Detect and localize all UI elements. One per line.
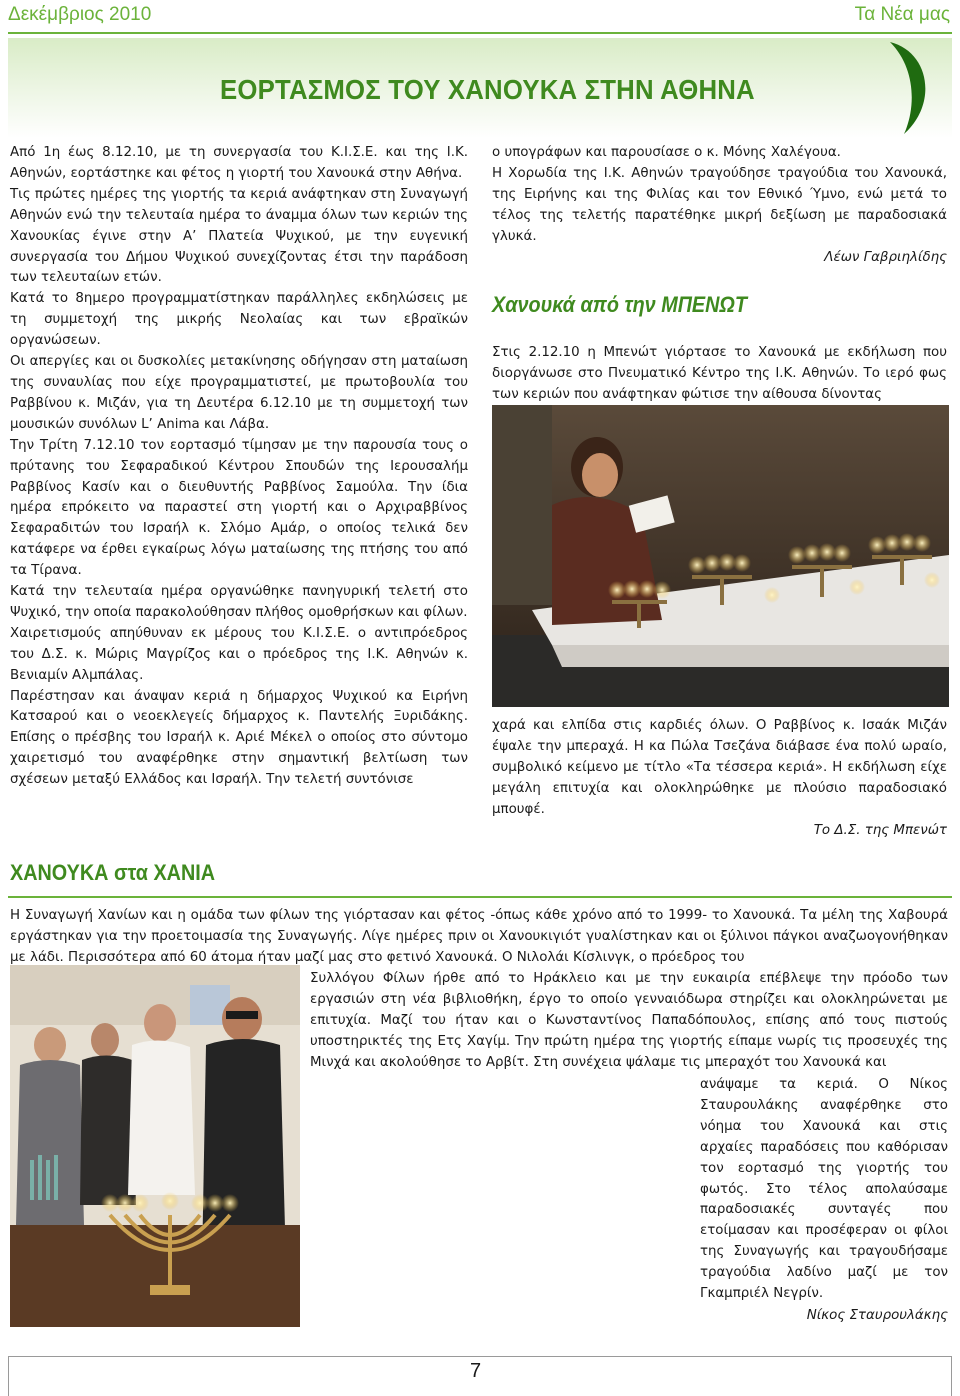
paragraph: Την Τρίτη 7.12.10 τον εορτασμό τίμησαν με την παρουσία τους ο πρύτανης του Σεφαραδικού Κέντρου Σπουδών της Ιερουσαλήμ Ραββίνος Κασίν και ο διευθυντής Ραββίνος Σαμούλα. Την ίδια ημέρα επρόκειτο να παραστεί στη γιορτή και ο Αρχιραββίνος Σεφαραδιτών του Ισραήλ κ. Σλόμο Αμάρ, ο οποίος τελικά δεν κατάφερε να έρθει εγκαίρως λόγω ματαίωσης της πτήσης του από τα Τίρανα. <box>10 437 468 579</box>
benot-body <box>492 716 947 841</box>
chania-divider <box>8 896 952 898</box>
crescent-moon-icon <box>852 38 942 138</box>
chania-paragraph-continued <box>310 969 948 1074</box>
chania-paragraph-narrow <box>700 1075 948 1305</box>
paragraph: ο υπογράφων και παρουσίασε ο κ. Μόνης Χαλέγουα. <box>492 145 841 160</box>
paragraph: ανάψαμε τα κεριά. Ο Νίκος Σταυρουλάκης αναφέρθηκε στο νόημα του Χανουκά και στις αρχαίες παραδόσεις που καθόρισαν τον εορτασμό της γιορτής του φωτός. Στο τέλος απολαύσαμε παραδοσιακές συνταγές που ετοίμασαν και προσέφεραν οι φίλοι της Συναγωγής και τραγουδήσαμε τραγούδια λαδίνο μαζί με τον Γκαμπριέλ Νεγρίν. <box>700 1077 948 1302</box>
paragraph: Χαιρετισμούς απηύθυναν εκ μέρους του Κ.Ι.Σ.Ε. ο αντιπρόεδρος του Δ.Σ. κ. Μώρις Μαγρίζος και ο πρόεδρος της Ι.Κ. Αθηνών κ. Βενιαμίν Αλμπάλας. <box>10 625 468 683</box>
magazine-name: Τα Νέα μας <box>854 4 950 25</box>
paragraph: Από 1η έως 8.12.10, με τη συνεργασία του Κ.Ι.Σ.Ε. και της Ι.Κ. Αθηνών, εορτάστηκε και φέτος η γιορτή του Χανουκά στην Αθήνα. <box>10 145 468 181</box>
page-number: 7 <box>470 1360 482 1382</box>
benot-candles-photo <box>492 405 949 707</box>
left-article-column <box>10 143 468 791</box>
paragraph: Στις 2.12.10 η Μπενώτ γιόρτασε το Χανουκά με εκδήλωση που διοργάνωσε στο Πνευματικό Κέντρο της Ι.Κ. Αθηνών. Το ιερό φως των κεριών που ανάφτηκαν φώτισε την αίθουσα δίνοντας <box>492 345 947 402</box>
paragraph: Παρέστησαν και άναψαν κεριά η δήμαρχος Ψυχικού κα Ειρήνη Κατσαρού και ο νεοεκλεγείς δήμαρχος κ. Παντελής Ξυριδάκης. Επίσης ο πρέσβης του Ισραήλ κ. Αριέ Μέκελ ο οποίος στο σύντομο χαιρετισμό του αναφέρθηκε στην σημαντική βελτίωση των σχέσεων μεταξύ Ελλάδος και Ισραήλ. Την τελετή συντόνισε <box>10 688 468 788</box>
article-title: ΕΟΡΤΑΣΜΟΣ ΤΟΥ ΧΑΝΟΥΚΑ ΣΤΗΝ ΑΘΗΝΑ <box>220 74 755 105</box>
benot-intro <box>492 343 947 406</box>
benot-signature: Το Δ.Σ. της Μπενώτ <box>813 822 947 838</box>
paragraph: Η Χορωδία της Ι.Κ. Αθηνών τραγούδησε τραγούδια του Χανουκά, της Ειρήνης και της Φιλίας και τον Εθνικό Ύμνο, ενώ μετά το τέλος της τελετής παρατέθηκε μικρή δεξίωση με παραδοσιακά γλυκά. <box>492 165 947 244</box>
footer-tick-right <box>951 1356 952 1396</box>
paragraph: χαρά και ελπίδα στις καρδιές όλων. Ο Ραββίνος κ. Ισαάκ Μιζάν έψαλε την μπεραχά. Η κα Πώλα Τσεζάνα διάβασε ένα πολύ ωραίο, συμβολικό κείμενο με τίτλο «Τα τέσσερα κεριά». Η εκδήλωση είχε μεγάλη επιτυχία και ολοκληρώθηκε με πλούσιο παραδοσιακό μπουφέ. <box>492 718 947 817</box>
paragraph: Η Συναγωγή Χανίων και η ομάδα των φίλων της γιόρτασαν και φέτος -όπως κάθε χρόνο από το 1999- το Χανουκά. Τα μέλη της Χαβουρά εργάστηκαν για την προετοιμασία της Συναγωγής. Λίγε ημέρες πριν οι Χανουκιγιότ γυαλίστηκαν και οι ξύλινοι πάγκοι αναζωογονήθηκαν με λάδι. Περισσότερα από 60 άτομα ήταν μαζί μας στο φετινό Χανουκά. Ο Νιλολάι Κίσλινγκ, ο πρόεδρος του <box>10 908 948 965</box>
footer-divider <box>8 1356 952 1357</box>
chania-signature: Νίκος Σταυρουλάκης <box>806 1308 948 1323</box>
issue-date: Δεκέμβριος 2010 <box>8 4 152 25</box>
header-divider <box>8 32 952 34</box>
footer-tick-left <box>8 1356 9 1396</box>
right-article-continuation <box>492 143 947 268</box>
paragraph: Κατά την τελευταία ημέρα οργανώθηκε πανηγυρική τελετή στο Ψυχικό, την οποία παρακολούθησαν πλήθος ομοθρήσκων και φίλων. <box>10 584 468 620</box>
chania-section-title: ΧΑΝΟΥΚΑ στα ΧΑΝΙΑ <box>10 860 216 885</box>
paragraph: Συλλόγου Φίλων ήρθε από το Ηράκλειο και με την ευκαιρία επέβλεψε την πρόοδο των εργασιών στη νέα βιβλιοθήκη, έργο το οποίο γενναιόδωρα στηρίζει και ολοκληρώνεται με επιτυχία. Μαζί του ήταν και ο Κωνσταντίνος Παπαδόπουλος, επίσης από τους πιστούς υποστηρικτές της Ετς Χαγίμ. Την πρώτη ημέρα της γιορτής είπαμε νωρίς τις προσευχές της Μινχά και ακολούθησε το Αρβίτ. Στη συνέχεια ψάλαμε τις μπεραχότ του Χανουκά και <box>310 971 948 1070</box>
paragraph: Κατά το 8ημερο προγραμματίστηκαν παράλληλες εκδηλώσεις με τη συμμετοχή της μικρής Νεολαίας και των εβραϊκών οργανώσεων. <box>10 291 468 349</box>
author-signature: Λέων Γαβριηλίδης <box>824 249 947 265</box>
paragraph: Οι απεργίες και οι δυσκολίες μετακίνησης οδήγησαν στη ματαίωση της συναυλίας που είχε προγραμματιστεί, με πρωτοβουλία του Ραββίνου κ. Μιζάν, για τη Δευτέρα 6.12.10 με τη συμμετοχή των μουσικών συνόλων L’ Anima και Λάβα. <box>10 354 468 432</box>
chania-paragraph-full-width <box>10 906 948 969</box>
benot-section-title: Χανουκά από την ΜΠΕΝΩΤ <box>492 292 747 317</box>
paragraph: Τις πρώτες ημέρες της γιορτής τα κεριά ανάφτηκαν στη Συναγωγή Αθηνών ενώ την τελευταία ημέρα το άναμμα όλων των κεριών της Χανουκίας έγινε στην Α’ Πλατεία Ψυχικού, με την ευγενική συνεργασία του Δήμου Ψυχικού συνεχίζοντας έτσι την παράδοση των τελευταίων ετών. <box>10 186 468 286</box>
chania-synagogue-photo <box>10 965 300 1327</box>
